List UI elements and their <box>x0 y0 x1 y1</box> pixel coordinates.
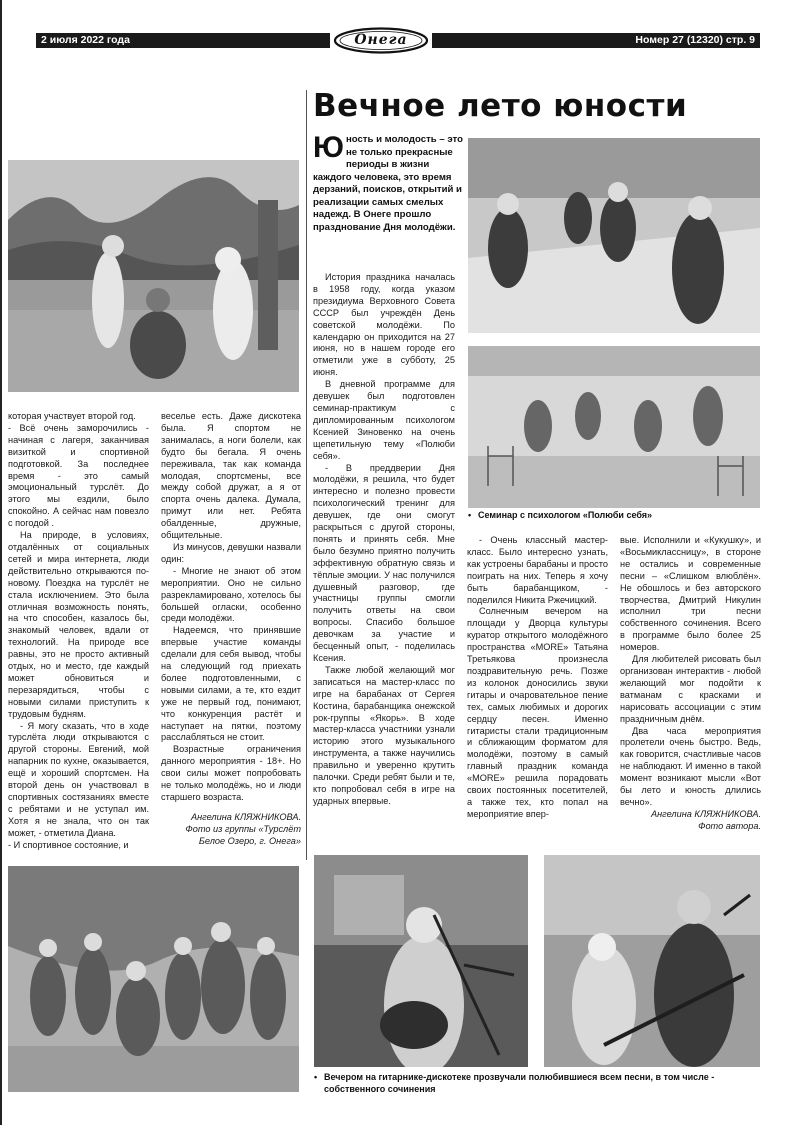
photo-concert-guitarist <box>314 855 528 1067</box>
issue-number: Номер 27 (12320) стр. 9 <box>635 34 755 46</box>
paragraph: История праздника началась в 1958 году, когда указом президиума Верховного Совета СССР был учреждён День советской молодёжи. По календарю он приходится на 27 июня, но в нашем городе его отметили уже в субботу, 25 июня. <box>313 272 455 378</box>
photo-credit: Фото из группы «Турслёт <box>185 823 301 834</box>
drop-cap: Ю <box>313 131 344 164</box>
paragraph: Два часа мероприятия пролетели очень быстро. Ведь, как говорится, счастливые часов не наблюдают. И именно в такой момент возникают мысли «Вот бы лето и юность длились вечно». <box>620 725 761 807</box>
issue-date: 2 июля 2022 года <box>41 34 130 46</box>
seminar-photo-caption: Семинар с психологом «Полюби себя» <box>478 510 653 520</box>
caption-bullet-icon: • <box>468 510 472 520</box>
photo-seminar-circle <box>468 346 760 508</box>
paragraph: - Я могу сказать, что в ходе турслёта люди открываются с другой стороны. Евгений, мой напарник по кухне, оказывается, ещё и хороший спортсмен. На второй день он участвовал в спортивных состязаниях вместе с ребятами и не уступал им. Хотя я не знала, что он так может, - отметила Диана. <box>8 720 149 838</box>
paragraph: В дневной программе для девушек был подготовлен семинар-практикум с дипломированным психологом Ксенией Зиновенко на очень щепетильную тему «Полюби себя». <box>313 379 455 461</box>
lead-text: ность и молодость – это не только прекрасные периоды в жизни каждого человека, это время дерзаний, поисков, открытий и реализации самых смелых надежд. В Онеге прошло празднование Дня молодёжи. <box>313 134 463 233</box>
photo-credit: Белое Озеро, г. Онега» <box>198 835 301 846</box>
paragraph: веселье есть. Даже дискотека была. Я спортом не занималась, а ноги болели, как будто бы бегала. Я очень переживала, так как команда молодая, спортсмены, все между собой дружат, а я от спорта очень далека. Думала, примут или нет. Ребята обалденные, дружные, общительные. <box>161 411 301 541</box>
logo-text: Онега <box>354 32 408 48</box>
photo-seminar-table <box>468 138 760 333</box>
article-column-3 <box>620 535 761 847</box>
sidebar-column-1 <box>8 411 149 859</box>
article-title: Вечное лето юности <box>313 88 688 124</box>
paragraph: Также любой желающий мог записаться на мастер-класс по игре на барабанах от Сергея Костина, барабанщика онежской рок-группы «Якорь». В ходе мастер-класса участники узнали историю этого музыкального инструмента, а также научились правильно и уверенно крутить палочки. Среди ребят были и те, кто попробовал себя в игре на ударных впервые. <box>313 664 455 806</box>
article-column-2 <box>467 535 608 847</box>
page-edge-rule <box>0 0 2 1125</box>
paragraph: которая участвует второй год. <box>8 411 136 421</box>
author-signature: Ангелина КЛЯЖНИКОВА. <box>651 808 761 819</box>
author-signature: Ангелина КЛЯЖНИКОВА. <box>191 811 301 822</box>
paragraph: Надеемся, что принявшие впервые участие команды сделали для себя вывод, чтобы на следующий год приехать более подготовленными, с новыми силами, а те, кто ездит уже не первый год, понимают, что конкуренция растёт и наступает на пятки, поэтому расслабляться не стоит. <box>161 625 301 743</box>
concert-photo-caption: Вечером на гитарнике-дискотеке прозвучали полюбившиеся всем песни, в том числе - собственного сочинения <box>324 1072 715 1094</box>
paragraph: Из минусов, девушки назвали один: <box>161 541 301 564</box>
paragraph: - И спортивное состояние, и <box>8 839 129 850</box>
paragraph: Солнечным вечером на площади у Дворца культуры куратор открытого молодёжного пространства «MORE» Татьяна Третьякова произнесла поздравительную речь. Позже из колонок доносились звуки гитары и очаровательное пение тех, самых любимых и дорогих сердцу песен. Именно гитаристы стали традиционным и сближающим форматом для молодёжи, поэтому в самый главный праздник команда «MORE» решила порадовать своих постоянных посетителей, а также тех, кто попал на мероприятие впер- <box>467 606 608 819</box>
photo-tourist-rally-team <box>8 866 299 1092</box>
photo-credit: Фото автора. <box>698 820 761 831</box>
paragraph: вые. Исполнили и «Кукушку», и «Восьмиклассницу», в стороне не остались и современные песни – «Слишком влюблён». Не обошлось и без авторского творчества, Дмитрий Никулин исполнил три песни собственного сочинения. Всего в программе было более 25 номеров. <box>620 535 761 653</box>
header-bar-right <box>432 33 760 48</box>
photo-concert-bassist <box>544 855 760 1067</box>
masthead-logo <box>333 27 429 54</box>
caption-bullet-icon: • <box>314 1072 318 1082</box>
paragraph: Для любителей рисовать был организован интерактив - любой желающий мог подойти к ватманам с красками и нарисовать ассоциации с этим праздничным днём. <box>620 654 761 724</box>
paragraph: - Очень классный мастер-класс. Было интересно узнать, как устроены барабаны и просто поиграть на них. Теперь я хочу быть барабанщиком, - поделился Никита Ржечицкий. <box>467 535 608 605</box>
paragraph: - Всё очень заморочились - начиная с лагеря, заканчивая визиткой и спортивной подготовкой. За последнее время - это самый эмоциональный турслёт. До этого мы ездили, было спокойно. А сейчас нам повезло с погодой . <box>8 422 149 529</box>
lead-paragraph <box>313 131 463 234</box>
article-column-1 <box>313 272 455 848</box>
paragraph: - В преддверии Дня молодёжи, я решила, что будет интересно и полезно провести психологический тренинг для девушек, где они смогут раскрыться с другой стороны, понять и принять себя. Мне было безумно приятно получить эффективную обратную связь и тёплые эмоции. У нас получился душевный разговор, где участницы группы смогли получить ответы на свои вопросы. Спасибо большое девочкам за участие и бесценный опыт, - поделилась Ксения. <box>313 462 455 663</box>
paragraph: Возрастные ограничения данного мероприятия - 18+. Но свои силы может попробовать не только молодёжь, но и люди старшего возраста. <box>161 744 301 802</box>
photo-tourist-rally-skit <box>8 160 299 392</box>
paragraph: - Многие не знают об этом мероприятии. Оно не сильно разрекламировано, хотелось бы большей огласки, особенно среди молодёжи. <box>161 565 301 624</box>
paragraph: На природе, в условиях, отдалённых от социальных сетей и мира интернета, люди действительно открываются по-новому. Поездка на турслёт не стала исключением. Это была отличная возможность понять, на что способен, казалось бы, знакомый человек, вдали от технологий. На природе все равны, это не просто активный отдых, но и место, где каждый может обновиться и перезарядиться, чтобы с новыми силами приступить к трудовым будням. <box>8 530 149 719</box>
header-bar-left <box>36 33 330 48</box>
column-divider <box>306 90 307 860</box>
sidebar-column-2 <box>161 411 301 876</box>
